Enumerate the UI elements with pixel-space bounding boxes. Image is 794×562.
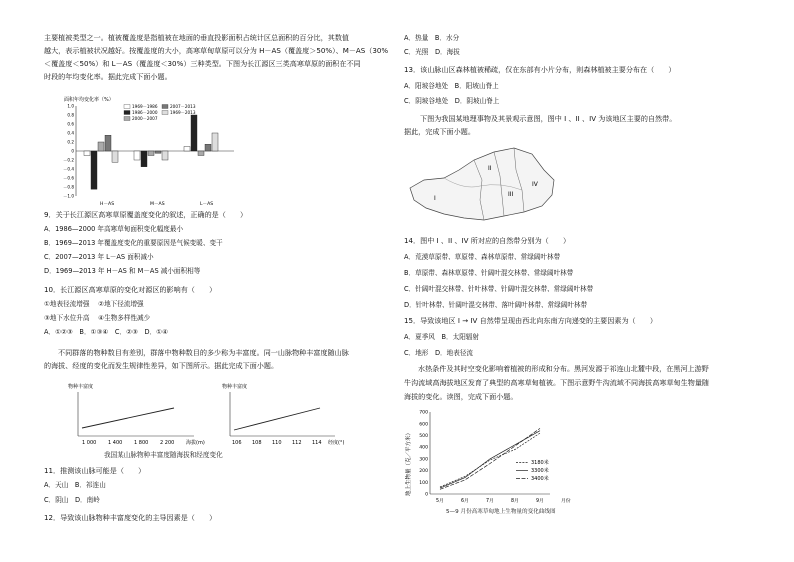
q13-options-ab[interactable]: A．阳坡谷地处 B．阳坡山脊上 <box>404 82 499 90</box>
q10-item-2: ③地下水位升高 ④生物多样性减少 <box>44 314 151 322</box>
bar-chart <box>44 92 244 210</box>
biomass-ytick-label: 700 <box>419 410 428 416</box>
bar-ytick-label: －0.2 <box>63 157 74 163</box>
question-9: 9．关于长江源区高寒草原覆盖度变化的叙述，正确的是（ ） <box>44 210 248 219</box>
elevation-trend-line <box>82 408 174 428</box>
biomass-legend-label: 3180米 <box>531 460 549 466</box>
bar <box>148 151 154 156</box>
legend-swatch <box>124 117 130 121</box>
biomass-ytick-label: 600 <box>419 422 428 428</box>
map-label-2: II <box>488 165 492 172</box>
legend-swatch <box>162 111 168 115</box>
q12-options-cd[interactable]: C．光照 D．海拔 <box>404 48 460 56</box>
legend-label: 1969－1986 <box>132 104 158 109</box>
para4-line: 牛沟流域高海拔地区发育了典型的高寒草甸植被。下图示意野牛沟流域不同海拔高寒草甸生物量随 <box>404 378 710 387</box>
map-label-4: IV <box>532 181 538 188</box>
bar <box>198 151 204 156</box>
bar <box>162 151 168 160</box>
bar-ytick-label: 0.4 <box>67 130 74 136</box>
map-label-3: III <box>508 191 514 198</box>
q10-options[interactable]: A．①②③ B．①③④ C．②③ D．①④ <box>44 328 168 336</box>
q12-options-ab[interactable]: A．热量 B．水分 <box>404 34 460 42</box>
svg-text:经度(°): 经度(°) <box>328 440 345 446</box>
bar-ytick-label: －0.6 <box>63 175 74 181</box>
bar <box>112 151 118 162</box>
biomass-ytick-label: 200 <box>419 469 428 475</box>
intro-line: 时段的年均变化率。据此完成下面小题。 <box>44 72 172 81</box>
bar-ytick-label: 0 <box>71 148 74 154</box>
bar-ytick-label: 0.2 <box>67 139 74 145</box>
species-longitude-chart <box>220 380 370 450</box>
svg-text:2 200: 2 200 <box>160 440 175 446</box>
biomass-legend-label: 3300米 <box>531 468 549 474</box>
bar <box>141 151 147 167</box>
question-11: 11．推测该山脉可能是（ ） <box>44 466 146 475</box>
legend-label: 2007－2013 <box>170 104 196 109</box>
bar-ytick-label: －0.4 <box>63 166 74 172</box>
svg-text:106: 106 <box>232 440 242 446</box>
question-10: 10．长江源区高寒草原的变化对源区的影响有（ ） <box>44 285 217 294</box>
bar-category-label: L－AS <box>200 202 214 207</box>
q15-options-ab[interactable]: A．夏季风 B．太阳辐射 <box>404 333 479 341</box>
legend-label: 1969－2013 <box>170 110 196 115</box>
bar <box>84 151 90 156</box>
q9-option-b[interactable]: B．1969—2013 年覆盖度变化的重要原因是气候变暖、变干 <box>44 239 223 247</box>
species-elevation-chart <box>64 380 214 450</box>
legend-swatch <box>124 105 130 109</box>
svg-text:108: 108 <box>252 440 262 446</box>
para2-line: 的海拔、经度的变化而发生规律性差异，如下图所示。据此完成下面小题。 <box>44 361 279 370</box>
para4-line: 海拔的变化。读图，完成下面小题。 <box>404 392 518 401</box>
map-label-1: I <box>434 195 436 202</box>
intro-line: ＜覆盖度＜50%）和 L－AS（覆盖度＜30%）三种类型。下图为长江源区三类高寒草原的面积在不同 <box>44 59 361 68</box>
biomass-ytick-label: 300 <box>419 457 428 463</box>
bar-chart-ylabel: 面积年均变化率（%） <box>64 97 114 103</box>
q11-options-ab[interactable]: A．天山 B．祁连山 <box>44 481 106 489</box>
q9-option-a[interactable]: A．1986—2000 年高寒草甸面积变化幅度最小 <box>44 225 184 233</box>
question-13: 13．该山脉山区森林植被稀疏，仅在东部有小片分布，则森林植被主要分布在（ ） <box>404 65 676 74</box>
biomass-ytick-label: 100 <box>419 480 428 486</box>
bar-category-label: M－AS <box>150 202 165 207</box>
bar <box>212 133 218 151</box>
longitude-trend-line <box>234 408 320 430</box>
bar <box>98 142 104 151</box>
bar-category-label: H－AS <box>100 202 115 207</box>
q10-item-1: ①地表径流增强 ②地下径流增强 <box>44 300 144 308</box>
q9-option-c[interactable]: C．2007—2013 年 L－AS 面积减小 <box>44 253 154 261</box>
biomass-caption: 5—9 月份高寒草甸地上生物量的变化曲线图 <box>446 509 556 515</box>
para4-line: 水热条件及其时空变化影响着植被的形成和分布。黑河发源于祁连山北麓中段，在黑河上游野 <box>418 364 709 373</box>
q14-option-a[interactable]: A．荒漠草原带、草原带、森林草原带、常绿阔叶林带 <box>404 253 561 261</box>
bar-ytick-label: －1.0 <box>63 193 74 199</box>
svg-text:物种丰富度: 物种丰富度 <box>222 384 248 390</box>
region-map <box>404 140 564 230</box>
biomass-ytick-label: 500 <box>419 434 428 440</box>
para2-line: 不同群落的物种数目有差别，群落中物种数目的多少称为丰富度。同一山脉物种丰富度随山脉 <box>58 348 349 357</box>
bar <box>105 135 111 151</box>
svg-text:1 800: 1 800 <box>134 440 149 446</box>
svg-text:114: 114 <box>312 440 322 446</box>
q11-options-cd[interactable]: C．阴山 D．南岭 <box>44 496 100 504</box>
para3-line: 据此，完成下面小题。 <box>404 127 475 136</box>
legend-swatch <box>162 105 168 109</box>
bar <box>191 115 197 151</box>
intro-line: 越大，表示植被状况越好。按覆盖度的大小，高寒草甸草原可以分为 H－AS（覆盖度＞50%）、M－AS（30% <box>44 46 389 55</box>
biomass-ylabel: 地上生物量（克／平方米） <box>406 429 412 496</box>
biomass-xtick-label: 8月 <box>511 499 519 504</box>
q15-options-cd[interactable]: C．地形 D．地表径流 <box>404 349 474 357</box>
question-12: 12．导致该山脉物种丰富度变化的主导因素是（ ） <box>44 513 217 522</box>
q14-option-d[interactable]: D．针叶林带、针阔叶混交林带、落叶阔叶林带、常绿阔叶林带 <box>404 301 588 309</box>
para3-line: 下图为我国某地理事物及其景观示意图，图中 I 、II 、IV 为该地区主要的自然带。 <box>420 114 677 123</box>
legend-swatch <box>124 111 130 115</box>
svg-text:物种丰富度: 物种丰富度 <box>68 384 94 390</box>
q14-option-b[interactable]: B．草原带、森林草原带、针阔叶混交林带、常绿阔叶林带 <box>404 269 574 277</box>
bar <box>205 144 211 151</box>
biomass-xtick-label: 月份 <box>561 499 571 504</box>
biomass-ytick-label: 0 <box>425 492 428 498</box>
biomass-xtick-label: 5月 <box>436 499 444 504</box>
bar <box>155 151 161 153</box>
intro-line: 主要植被类型之一。植被覆盖度是指植被在地面的垂直投影面积占统计区总面积的百分比，其数值 <box>44 33 350 42</box>
bar <box>184 147 190 152</box>
bar-ytick-label: 1.0 <box>67 103 74 109</box>
biomass-ytick-label: 400 <box>419 445 428 451</box>
biomass-chart <box>404 406 571 516</box>
bar-ytick-label: －0.8 <box>63 184 74 190</box>
fig2-caption: 我国某山脉物种丰富度随海拔和经度变化 <box>104 451 223 459</box>
q9-option-d[interactable]: D．1969—2013 年 H－AS 和 M－AS 减小面积相等 <box>44 267 201 275</box>
bar <box>134 151 140 160</box>
q13-options-cd[interactable]: C．阴坡谷地处 D．阴坡山脊上 <box>404 97 500 105</box>
biomass-xtick-label: 9月 <box>536 499 544 504</box>
bar <box>91 151 97 189</box>
legend-label: 1986－2000 <box>132 110 158 115</box>
biomass-series-line <box>440 433 540 487</box>
svg-text:110: 110 <box>272 440 282 446</box>
legend-label: 2000－2007 <box>132 116 158 121</box>
biomass-xtick-label: 6月 <box>461 499 469 504</box>
svg-text:1 000: 1 000 <box>82 440 97 446</box>
bar-ytick-label: 0.8 <box>67 112 74 118</box>
svg-text:1 400: 1 400 <box>108 440 123 446</box>
bar-ytick-label: 0.6 <box>67 121 74 127</box>
biomass-xtick-label: 7月 <box>486 499 494 504</box>
question-15: 15．导致该地区 I → IV 自然带呈现由西北向东南方向递变的主要因素为（ ） <box>404 316 657 325</box>
svg-text:海拔(m): 海拔(m) <box>186 440 205 446</box>
q14-option-c[interactable]: C．针阔叶混交林带、针叶林带、针阔叶混交林带、常绿阔叶林带 <box>404 285 594 293</box>
question-14: 14．图中 I 、II 、IV 所对应的自然带分别为（ ） <box>404 236 571 245</box>
biomass-legend-label: 3400米 <box>531 476 549 482</box>
svg-text:112: 112 <box>292 440 302 446</box>
